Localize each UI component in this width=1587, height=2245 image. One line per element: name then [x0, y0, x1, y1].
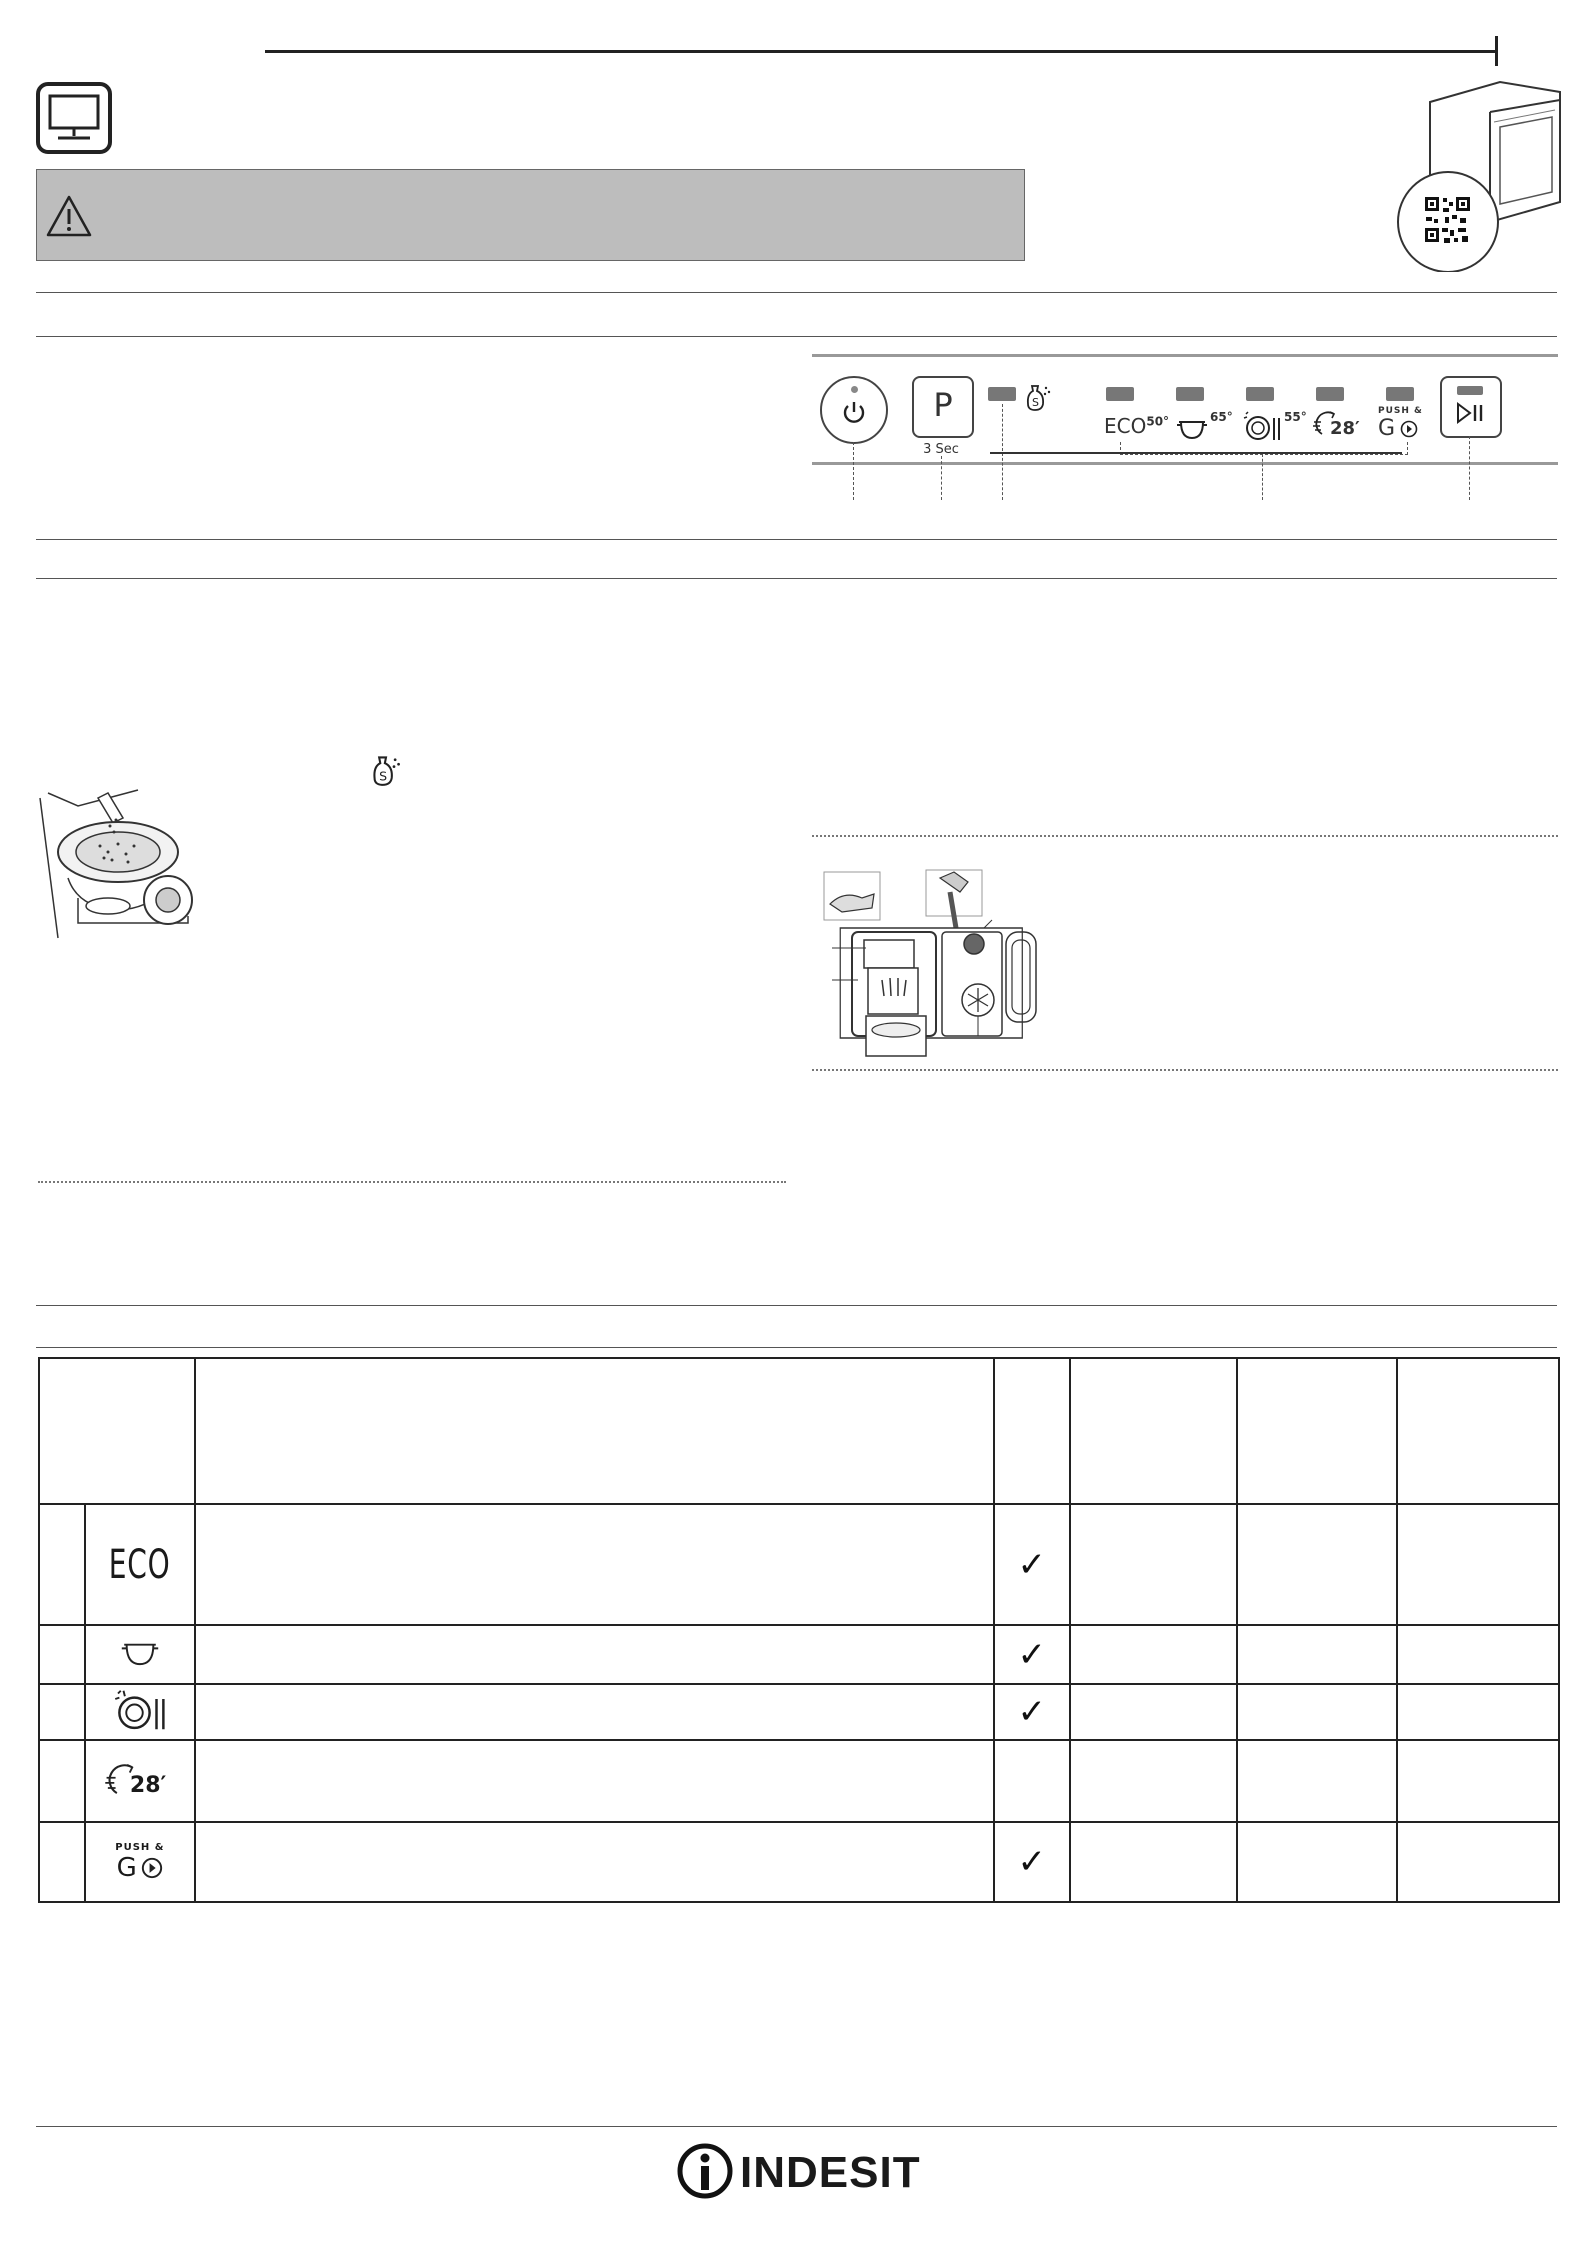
table-row: [39, 1625, 1559, 1684]
row-number: [39, 1740, 85, 1822]
row-description: [195, 1504, 994, 1625]
row-cell: [1070, 1684, 1238, 1740]
row-number: [39, 1504, 85, 1625]
dish-led: [1246, 387, 1274, 401]
header-cell-duration: [1070, 1358, 1238, 1504]
quick-led: [1316, 387, 1344, 401]
warning-banner: [36, 169, 1025, 261]
program-button[interactable]: [912, 376, 974, 438]
dotted-separator-right-top: [812, 835, 1558, 837]
go-play-icon: [141, 1857, 163, 1879]
warning-icon: [45, 194, 93, 238]
row-cell: [1397, 1822, 1559, 1902]
control-panel: [812, 352, 1558, 500]
section-rule-2: [36, 336, 1557, 337]
section-rule-3: [36, 539, 1557, 540]
row-icon-cell: [85, 1822, 195, 1902]
top-rule-tick: [1495, 36, 1498, 66]
row-check: [994, 1625, 1070, 1684]
check-mark: ✓: [1017, 1544, 1046, 1585]
row-cell: [1070, 1504, 1238, 1625]
row-description: [195, 1822, 994, 1902]
panel-top-edge: [812, 354, 1558, 357]
section-rule-1: [36, 292, 1557, 293]
table-row: [39, 1684, 1559, 1740]
pot-temp: 65°: [1210, 410, 1233, 424]
row-description: [195, 1625, 994, 1684]
monitor-icon: [36, 82, 112, 154]
play-pause-icon: [1456, 402, 1486, 424]
row-description: [195, 1740, 994, 1822]
dishes-icon: [112, 1688, 168, 1732]
row-check: [994, 1684, 1070, 1740]
header-cell-option: [994, 1358, 1070, 1504]
row-cell: [1237, 1822, 1397, 1902]
eco-symbol-temp: 50°: [1146, 414, 1170, 429]
brand-logo: [676, 2140, 921, 2200]
check-mark: ✓: [1017, 1634, 1046, 1675]
dishes-temp: 55°: [1284, 410, 1307, 424]
check-mark: ✓: [1017, 1842, 1046, 1882]
row-cell: [1070, 1822, 1238, 1902]
salt-reservoir-illustration: [38, 788, 208, 946]
dishwasher-qr-illustration: [1390, 72, 1566, 272]
row-cell: [1397, 1504, 1559, 1625]
section-rule-4: [36, 578, 1557, 579]
row-number: [39, 1684, 85, 1740]
row-cell: [1070, 1625, 1238, 1684]
row-check: [994, 1504, 1070, 1625]
start-leader: [1469, 436, 1470, 500]
brand-name: INDESIT: [740, 2148, 921, 2197]
row-icon-cell: [85, 1740, 195, 1822]
programme-table: [38, 1357, 1560, 1903]
pot-icon: [1176, 414, 1208, 442]
salt-icon: [1024, 382, 1052, 412]
row-number: [39, 1625, 85, 1684]
table-header-row: [39, 1358, 1559, 1504]
dotted-separator-right-bottom: [812, 1069, 1558, 1071]
footer-rule: [36, 2126, 1557, 2127]
section-rule-5: [36, 1305, 1557, 1306]
brand-emblem-icon: [676, 2142, 734, 2200]
table-row: [39, 1740, 1559, 1822]
go-letter: G: [116, 1853, 137, 1883]
header-cell-description: [195, 1358, 994, 1504]
row-icon-cell: [85, 1684, 195, 1740]
power-icon: [840, 398, 868, 426]
push-go-symbol: [1378, 416, 1418, 442]
power-led: [851, 386, 858, 393]
power-button[interactable]: [820, 376, 888, 444]
salt-to-bracket-line: [990, 452, 1402, 454]
row-description: [195, 1684, 994, 1740]
panel-bottom-edge: [812, 462, 1558, 465]
start-led: [1457, 386, 1483, 395]
detergent-dispenser-illustration: [822, 868, 1042, 1060]
push-go-small-label: PUSH &: [1378, 406, 1423, 416]
power-leader: [853, 442, 854, 500]
row-cell: [1397, 1625, 1559, 1684]
push-go-icon: [86, 1843, 194, 1881]
table-row: [39, 1822, 1559, 1902]
go-letter: G: [1378, 416, 1396, 441]
row-cell: [1237, 1684, 1397, 1740]
row-cell: [1397, 1740, 1559, 1822]
eco-symbol-label: ECO: [1104, 414, 1147, 438]
program-leader: [1262, 454, 1263, 500]
row-cell: [1397, 1684, 1559, 1740]
program-hold-hint: 3 Sec: [923, 442, 959, 457]
check-mark: ✓: [1017, 1692, 1046, 1732]
svg-text:S: S: [1032, 396, 1039, 409]
header-cell-energy: [1237, 1358, 1397, 1504]
row-check: [994, 1740, 1070, 1822]
push-go-led: [1386, 387, 1414, 401]
program-leader: [941, 456, 942, 500]
salt-icon: [370, 752, 402, 788]
eco-led: [1106, 387, 1134, 401]
header-cell-programme: [39, 1358, 195, 1504]
start-pause-button[interactable]: [1440, 376, 1502, 438]
dotted-separator-left: [38, 1181, 786, 1183]
row-icon-cell: [85, 1504, 195, 1625]
row-number: [39, 1822, 85, 1902]
go-play-icon: [1400, 420, 1418, 438]
top-rule: [265, 50, 1497, 53]
quick-wash-time: 28′: [1330, 418, 1360, 439]
table-row: [39, 1504, 1559, 1625]
row-icon-cell: [85, 1625, 195, 1684]
pot-icon: [118, 1635, 162, 1669]
salt-led: [988, 387, 1016, 401]
dishes-icon: [1242, 410, 1282, 442]
eco-symbol: [1104, 414, 1169, 438]
svg-text:S: S: [379, 768, 388, 784]
header-cell-water: [1397, 1358, 1559, 1504]
program-button-label: P: [933, 386, 953, 424]
row-cell: [1237, 1625, 1397, 1684]
row-cell: [1237, 1740, 1397, 1822]
section-rule-6: [36, 1347, 1557, 1348]
row-cell: [1237, 1504, 1397, 1625]
row-check: [994, 1822, 1070, 1902]
push-go-label: PUSH &: [115, 1842, 165, 1853]
pot-led: [1176, 387, 1204, 401]
quick-wash-time: 28′: [129, 1773, 167, 1798]
row-cell: [1070, 1740, 1238, 1822]
eco-icon: ECO: [109, 1541, 171, 1588]
